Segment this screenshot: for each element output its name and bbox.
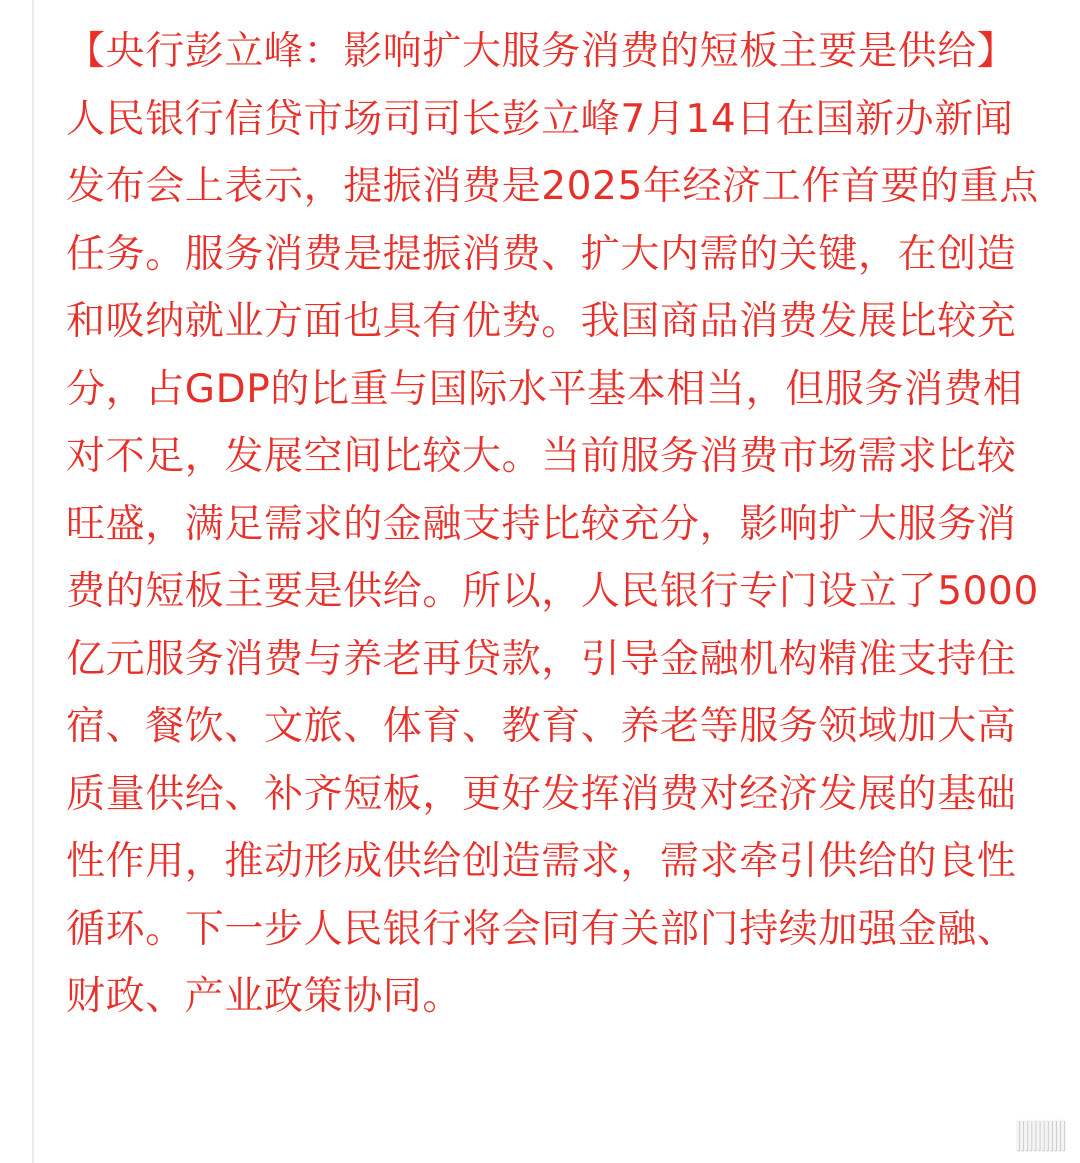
article xyxy=(66,18,1050,1031)
article-title: 【央行彭立峰：影响扩大服务消费的短板主要是供给】 xyxy=(66,29,1017,74)
watermark-logo: |||||||||||| xyxy=(1012,1116,1062,1151)
left-border-line xyxy=(32,0,34,1163)
article-body: 人民银行信贷市场司司长彭立峰7月14日在国新办新闻发布会上表示，提振消费是2025年经济工作首要的重点任务。服务消费是提振消费、扩大内需的关键，在创造和吸纳就业方面也具有优势。我国商品消费发展比较充分，占GDP的比重与国际水平基本相当，但服务消费相对不足，发展空间比较大。当前服务消费市场需求比较旺盛，满足需求的金融支持比较充分，影响扩大服务消费的短板主要是供给。所以，人民银行专门设立了5000亿元服务消费与养老再贷款，引导金融机构精准支持住宿、餐饮、文旅、体育、教育、养老等服务领域加大高质量供给、补齐短板，更好发挥消费对经济发展的基础性作用，推动形成供给创造需求，需求牵引供给的良性循环。下一步人民银行将会同有关部门持续加强金融、财政、产业政策协同。 xyxy=(66,96,1039,1019)
